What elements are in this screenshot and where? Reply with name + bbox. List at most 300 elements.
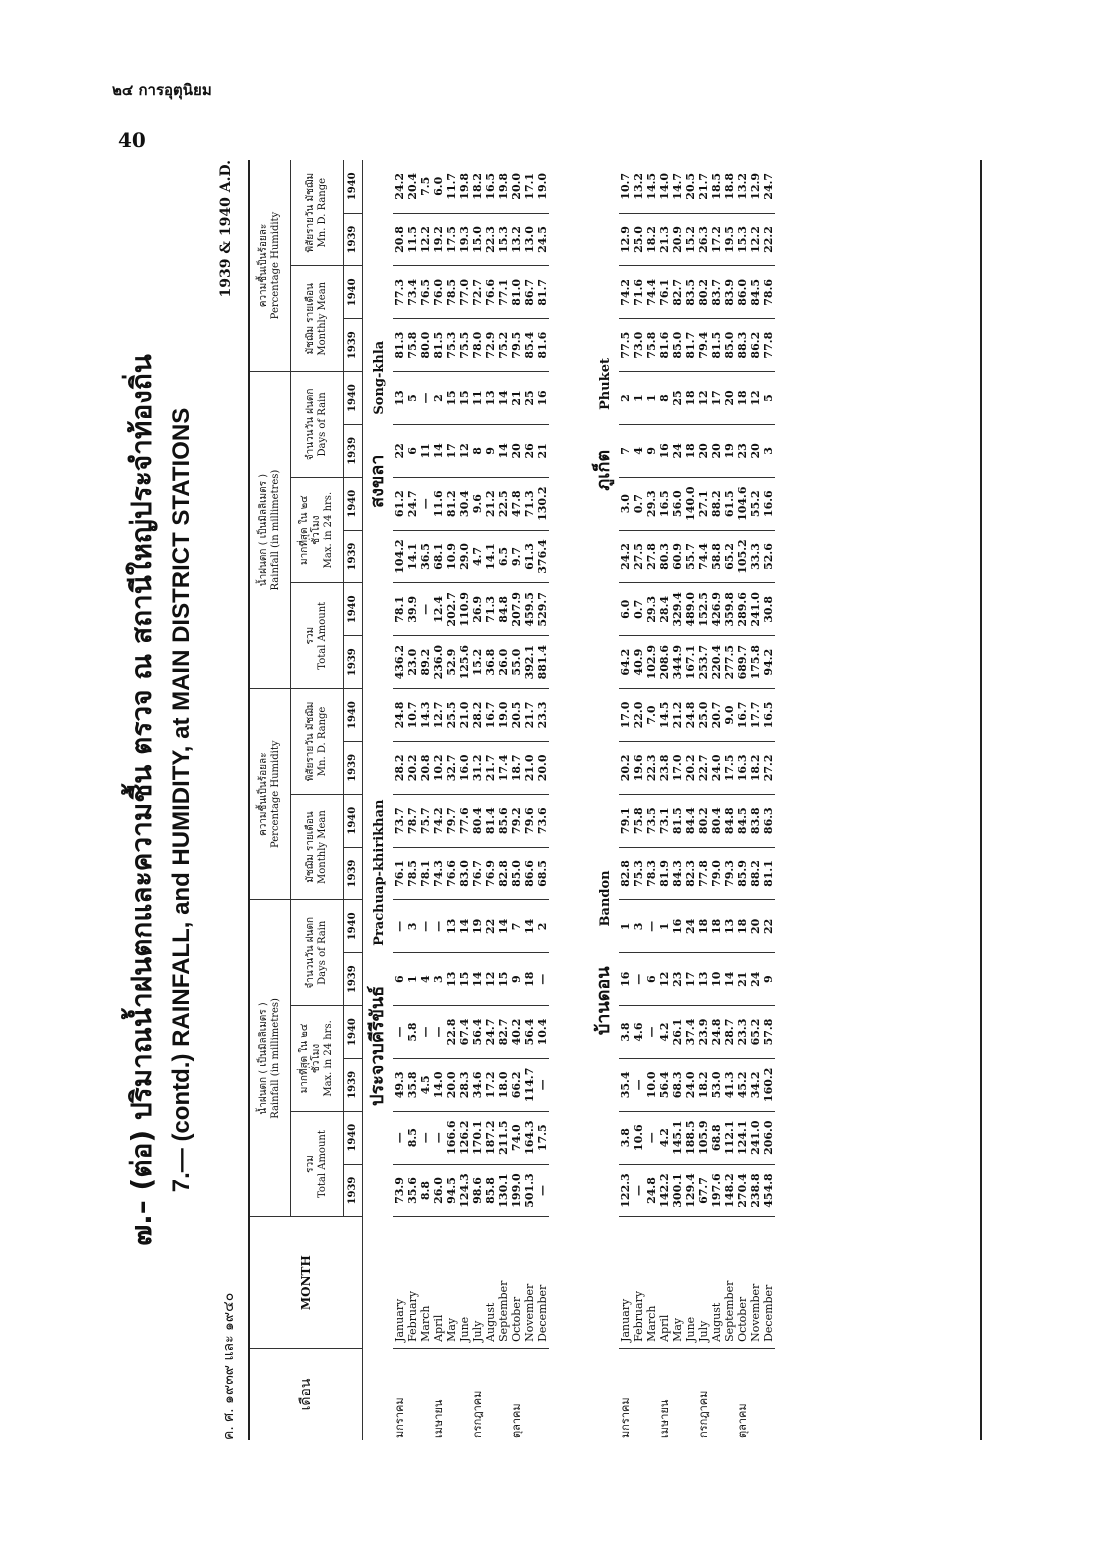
table-cell: 25.0 bbox=[632, 213, 645, 266]
season-label bbox=[497, 1348, 510, 1440]
season-label bbox=[406, 1348, 419, 1440]
table-cell: 81.4 bbox=[484, 794, 497, 847]
table-cell: 82.3 bbox=[684, 847, 697, 900]
table-cell: 72.7 bbox=[471, 266, 484, 319]
month-label: November bbox=[749, 1217, 762, 1349]
table-cell: 20.0 bbox=[536, 741, 549, 794]
season-label bbox=[458, 1348, 471, 1440]
table-cell: 24.2 bbox=[619, 530, 632, 583]
table-cell: 13 bbox=[445, 900, 458, 953]
table-cell: 1 bbox=[406, 953, 419, 1006]
table-cell: 5 bbox=[762, 372, 775, 425]
table-cell: 23.0 bbox=[406, 636, 419, 689]
year-header: 1940 bbox=[344, 794, 363, 847]
table-cell: 501.3 bbox=[523, 1164, 536, 1217]
table-cell: 72.9 bbox=[484, 319, 497, 372]
total-amount-header-th: รวม bbox=[305, 626, 316, 645]
year-header: 1939 bbox=[344, 741, 363, 794]
table-cell: 17 bbox=[684, 953, 697, 1006]
table-cell: 82.7 bbox=[671, 266, 684, 319]
table-cell: 15.0 bbox=[471, 213, 484, 266]
table-cell: 22.0 bbox=[632, 689, 645, 742]
table-cell: 22 bbox=[393, 424, 406, 477]
table-cell: 74.4 bbox=[645, 266, 658, 319]
table-cell: 81.5 bbox=[432, 319, 445, 372]
table-cell: 55.2 bbox=[749, 477, 762, 530]
table-cell: 23.9 bbox=[697, 1006, 710, 1059]
table-cell: 80.2 bbox=[697, 794, 710, 847]
table-cell: 9 bbox=[762, 953, 775, 1006]
table-cell: 13 bbox=[445, 953, 458, 1006]
max-24h-header-en: Max. in 24 hrs. bbox=[323, 1020, 334, 1097]
table-cell: 24.5 bbox=[536, 213, 549, 266]
rainfall-header-1 bbox=[250, 900, 291, 1217]
table-cell: 84.5 bbox=[749, 266, 762, 319]
table-cell: 148.2 bbox=[723, 1164, 736, 1217]
table-cell: 81.1 bbox=[762, 847, 775, 900]
table-cell: 73.0 bbox=[632, 319, 645, 372]
table-cell: 202.7 bbox=[445, 583, 458, 636]
season-label bbox=[762, 1348, 775, 1440]
table-cell: 7 bbox=[510, 900, 523, 953]
monthly-mean-header-en: Monthly Mean bbox=[317, 281, 328, 356]
table-cell: — bbox=[645, 1006, 658, 1059]
table-cell: 56.4 bbox=[523, 1006, 536, 1059]
table-cell: 16.5 bbox=[484, 160, 497, 213]
table-cell: 9 bbox=[484, 424, 497, 477]
table-cell: 55.7 bbox=[684, 530, 697, 583]
month-label: May bbox=[445, 1217, 458, 1349]
table-cell: 24 bbox=[749, 953, 762, 1006]
table-cell: 13.2 bbox=[736, 160, 749, 213]
table-cell: 14.5 bbox=[645, 160, 658, 213]
table-cell: 14 bbox=[497, 372, 510, 425]
month-label: August bbox=[484, 1217, 497, 1349]
table-cell: 24.8 bbox=[710, 1006, 723, 1059]
table-cell: 80.4 bbox=[710, 794, 723, 847]
table-cell: 19.0 bbox=[497, 689, 510, 742]
table-cell: 29.0 bbox=[458, 530, 471, 583]
table-cell: 79.0 bbox=[710, 847, 723, 900]
season-label bbox=[632, 1348, 645, 1440]
table-cell: — bbox=[632, 1164, 645, 1217]
table-cell: 80.2 bbox=[697, 266, 710, 319]
monthly-mean-header-th: มัชฌิม รายเดือน bbox=[305, 283, 316, 355]
table-cell: 17.5 bbox=[445, 213, 458, 266]
table-cell: 17.5 bbox=[536, 1111, 549, 1164]
station-name-thai: ภูเก็ต bbox=[592, 449, 614, 491]
year-header: 1940 bbox=[344, 266, 363, 319]
table-cell: 81.2 bbox=[445, 477, 458, 530]
table-cell: 129.4 bbox=[684, 1164, 697, 1217]
table-cell: 86.7 bbox=[523, 266, 536, 319]
table-cell: 19.8 bbox=[497, 160, 510, 213]
year-header: 1939 bbox=[344, 530, 363, 583]
table-cell: 14.0 bbox=[658, 160, 671, 213]
table-cell: 20.2 bbox=[406, 741, 419, 794]
table-cell: 57.8 bbox=[762, 1006, 775, 1059]
table-cell: 52.9 bbox=[445, 636, 458, 689]
table-cell: 2 bbox=[536, 900, 549, 953]
table-cell: 199.0 bbox=[510, 1164, 523, 1217]
year-header: 1939 bbox=[344, 424, 363, 477]
table-cell: 2 bbox=[619, 372, 632, 425]
table-cell: 3.0 bbox=[619, 477, 632, 530]
season-label bbox=[645, 1348, 658, 1440]
table-cell: 145.1 bbox=[671, 1111, 684, 1164]
table-cell: 81.7 bbox=[536, 266, 549, 319]
table-cell: 78.0 bbox=[471, 319, 484, 372]
table-cell: 13.2 bbox=[510, 213, 523, 266]
table-cell: 160.2 bbox=[762, 1058, 775, 1111]
table-cell: 40.9 bbox=[632, 636, 645, 689]
table-cell: 85.0 bbox=[671, 319, 684, 372]
table-cell: 23 bbox=[671, 953, 684, 1006]
table-cell: 197.6 bbox=[710, 1164, 723, 1217]
table-cell: 75.2 bbox=[497, 319, 510, 372]
table-cell: 241.0 bbox=[749, 1111, 762, 1164]
table-cell: 2 bbox=[432, 372, 445, 425]
table-cell: 167.1 bbox=[684, 636, 697, 689]
table-cell: 18.0 bbox=[497, 1058, 510, 1111]
monthly-mean-header-b bbox=[291, 266, 344, 372]
humidity-header-en-2: Percentage Humidity bbox=[270, 211, 281, 320]
total-amount-header-en: Total Amount bbox=[317, 601, 328, 670]
table-cell: 140.0 bbox=[684, 477, 697, 530]
table-cell: 22.3 bbox=[645, 741, 658, 794]
table-cell: 344.9 bbox=[671, 636, 684, 689]
table-cell: 20.8 bbox=[419, 741, 432, 794]
year-header: 1939 bbox=[344, 213, 363, 266]
table-cell: 86.6 bbox=[523, 847, 536, 900]
year-header: 1940 bbox=[344, 583, 363, 636]
table-cell: 75.3 bbox=[445, 319, 458, 372]
table-cell: 20.5 bbox=[684, 160, 697, 213]
table-cell: 18.2 bbox=[697, 1058, 710, 1111]
table-cell: 18.5 bbox=[710, 160, 723, 213]
table-cell: 88.2 bbox=[749, 847, 762, 900]
table-cell: 10.4 bbox=[536, 1006, 549, 1059]
table-cell: 77.6 bbox=[458, 794, 471, 847]
table-cell: 64.2 bbox=[619, 636, 632, 689]
station-title bbox=[363, 160, 394, 689]
monthly-mean-header-en: Monthly Mean bbox=[317, 810, 328, 884]
table-row bbox=[445, 160, 458, 1440]
table-cell: 98.6 bbox=[471, 1164, 484, 1217]
table-cell: 9.0 bbox=[723, 689, 736, 742]
month-label: June bbox=[684, 1217, 697, 1349]
table-cell: 76.9 bbox=[484, 847, 497, 900]
humidity-header-th: ความชื้นเป็นร้อยละ bbox=[258, 752, 269, 836]
table-cell: 94.2 bbox=[762, 636, 775, 689]
table-cell: 125.6 bbox=[458, 636, 471, 689]
table-cell: 75.8 bbox=[632, 794, 645, 847]
table-cell: 105.2 bbox=[736, 530, 749, 583]
table-cell: 270.4 bbox=[736, 1164, 749, 1217]
max-24h-header-th: มากที่สุด ใน ๒๔ ชั่วโมง bbox=[299, 495, 322, 565]
table-cell: 17.1 bbox=[523, 160, 536, 213]
table-cell: 20.2 bbox=[684, 741, 697, 794]
table-cell: 79.5 bbox=[510, 319, 523, 372]
table-cell: 188.5 bbox=[684, 1111, 697, 1164]
table-cell: 86.2 bbox=[749, 319, 762, 372]
month-label: December bbox=[762, 1217, 775, 1349]
table-cell: 19 bbox=[471, 900, 484, 953]
table-cell: 76.1 bbox=[393, 847, 406, 900]
title-english: 7.— (contd.) RAINFALL, and HUMIDITY, at MAIN DISTRICT STATIONS bbox=[168, 407, 195, 1193]
table-cell: 24.8 bbox=[645, 1164, 658, 1217]
table-cell: 4 bbox=[632, 424, 645, 477]
table-cell: 85.8 bbox=[484, 1164, 497, 1217]
station-name-english: Song-khla bbox=[371, 340, 387, 415]
table-row bbox=[510, 160, 523, 1440]
table-cell: — bbox=[536, 953, 549, 1006]
table-cell: 376.4 bbox=[536, 530, 549, 583]
table-cell: 83.9 bbox=[723, 266, 736, 319]
table-cell: 14 bbox=[471, 953, 484, 1006]
days-of-rain-header-a bbox=[291, 900, 344, 1006]
table-cell: 24.2 bbox=[393, 160, 406, 213]
rainfall-humidity-table bbox=[250, 160, 775, 1440]
table-cell: 489.0 bbox=[684, 583, 697, 636]
table-cell: 26.3 bbox=[697, 213, 710, 266]
table-cell: 74.3 bbox=[432, 847, 445, 900]
table-cell: 60.9 bbox=[671, 530, 684, 583]
table-row bbox=[432, 160, 445, 1440]
table-cell: 3.8 bbox=[619, 1111, 632, 1164]
table-cell: 0.7 bbox=[632, 477, 645, 530]
table-cell: 20.0 bbox=[445, 1058, 458, 1111]
table-cell: 12.2 bbox=[419, 213, 432, 266]
table-cell: 12 bbox=[484, 953, 497, 1006]
rainfall-header-th: น้ำฝนตก ( เป็นมิลลิเมตร ) bbox=[258, 1002, 269, 1115]
table-cell: 17.4 bbox=[497, 741, 510, 794]
table-cell: 24.7 bbox=[484, 1006, 497, 1059]
table-cell: 79.4 bbox=[697, 319, 710, 372]
humidity-header-1 bbox=[250, 689, 291, 900]
table-cell: 20 bbox=[697, 424, 710, 477]
table-cell: 14 bbox=[523, 900, 536, 953]
table-row bbox=[697, 160, 710, 1440]
days-of-rain-header-en: Days of Rain bbox=[317, 392, 328, 457]
table-cell: — bbox=[536, 1058, 549, 1111]
month-label: April bbox=[432, 1217, 445, 1349]
table-cell: 21.7 bbox=[484, 741, 497, 794]
table-cell: 7 bbox=[619, 424, 632, 477]
table-row bbox=[710, 160, 723, 1440]
table-cell: 187.2 bbox=[484, 1111, 497, 1164]
table-cell: — bbox=[393, 900, 406, 953]
month-label: February bbox=[406, 1217, 419, 1349]
table-cell: 6 bbox=[406, 424, 419, 477]
table-cell: 12 bbox=[697, 372, 710, 425]
table-cell: 19 bbox=[723, 424, 736, 477]
table-cell: 61.2 bbox=[393, 477, 406, 530]
table-cell: 19.0 bbox=[536, 160, 549, 213]
table-cell: 28.2 bbox=[471, 689, 484, 742]
season-label bbox=[419, 1348, 432, 1440]
table-cell: — bbox=[419, 1111, 432, 1164]
month-label: August bbox=[710, 1217, 723, 1349]
season-label: ตุลาคม bbox=[510, 1403, 523, 1438]
table-cell: 4.7 bbox=[471, 530, 484, 583]
table-cell: 102.9 bbox=[645, 636, 658, 689]
total-amount-header-en: Total Amount bbox=[317, 1130, 328, 1199]
table-cell: 79.7 bbox=[445, 794, 458, 847]
month-header: MONTH bbox=[250, 1217, 363, 1349]
table-cell: 14.1 bbox=[484, 530, 497, 583]
table-row bbox=[749, 160, 762, 1440]
table-cell: 27.1 bbox=[697, 477, 710, 530]
table-cell: 18.2 bbox=[749, 741, 762, 794]
month-label: December bbox=[536, 1217, 549, 1349]
daily-range-header-a bbox=[291, 689, 344, 795]
table-cell: 5.8 bbox=[406, 1006, 419, 1059]
days-of-rain-header-b bbox=[291, 372, 344, 478]
table-cell: 67.7 bbox=[697, 1164, 710, 1217]
table-cell: 18 bbox=[697, 900, 710, 953]
table-cell: 11.7 bbox=[445, 160, 458, 213]
table-cell: 20.2 bbox=[619, 741, 632, 794]
table-cell: 21.0 bbox=[523, 741, 536, 794]
table-cell: 21.7 bbox=[697, 160, 710, 213]
table-cell: 19.2 bbox=[432, 213, 445, 266]
table-cell: 24 bbox=[671, 424, 684, 477]
table-cell: 73.7 bbox=[393, 794, 406, 847]
table-cell: 77.1 bbox=[497, 266, 510, 319]
month-label: March bbox=[419, 1217, 432, 1349]
table-cell: 73.9 bbox=[393, 1164, 406, 1217]
table-cell: 76.7 bbox=[471, 847, 484, 900]
table-cell: 77.5 bbox=[619, 319, 632, 372]
total-amount-header-b bbox=[291, 583, 344, 689]
month-label: July bbox=[471, 1217, 484, 1349]
table-cell: 11.5 bbox=[406, 213, 419, 266]
table-cell: 24 bbox=[684, 900, 697, 953]
table-cell: 29.3 bbox=[645, 583, 658, 636]
table-cell: 289.6 bbox=[736, 583, 749, 636]
table-cell: 24.0 bbox=[710, 741, 723, 794]
table-row bbox=[419, 160, 432, 1440]
table-cell: 10.7 bbox=[406, 689, 419, 742]
table-cell: 3 bbox=[406, 900, 419, 953]
table-cell: 81.9 bbox=[658, 847, 671, 900]
table-cell: — bbox=[419, 477, 432, 530]
table-cell: 28.4 bbox=[658, 583, 671, 636]
table-cell: 25.5 bbox=[445, 689, 458, 742]
table-cell: 75.7 bbox=[419, 794, 432, 847]
table-row bbox=[497, 160, 510, 1440]
year-header: 1939 bbox=[344, 319, 363, 372]
station-name-english: Prachuap-khirikhan bbox=[371, 799, 387, 946]
max-24h-header-a bbox=[291, 1006, 344, 1112]
humidity-header-en: Percentage Humidity bbox=[270, 740, 281, 849]
table-cell: 14.5 bbox=[658, 689, 671, 742]
table-cell: 18 bbox=[736, 900, 749, 953]
month-label: November bbox=[523, 1217, 536, 1349]
table-cell: 15 bbox=[458, 372, 471, 425]
table-cell: 68.3 bbox=[671, 1058, 684, 1111]
table-cell: 114.7 bbox=[523, 1058, 536, 1111]
table-cell: — bbox=[393, 1006, 406, 1059]
table-cell: 17 bbox=[445, 424, 458, 477]
table-cell: 15.3 bbox=[736, 213, 749, 266]
year-header: 1940 bbox=[344, 372, 363, 425]
month-label: February bbox=[632, 1217, 645, 1349]
table-cell: 21 bbox=[536, 424, 549, 477]
table-cell: 16.5 bbox=[762, 689, 775, 742]
table-cell: 529.7 bbox=[536, 583, 549, 636]
table-cell: 12 bbox=[658, 953, 671, 1006]
year-header: 1940 bbox=[344, 900, 363, 953]
table-cell: 85.0 bbox=[510, 847, 523, 900]
table-cell: 80.3 bbox=[658, 530, 671, 583]
table-cell: 39.9 bbox=[406, 583, 419, 636]
table-cell: 28.7 bbox=[723, 1006, 736, 1059]
table-cell: 4 bbox=[419, 953, 432, 1006]
year-header: 1940 bbox=[344, 1006, 363, 1059]
table-cell: 30.8 bbox=[762, 583, 775, 636]
table-cell: 28.2 bbox=[393, 741, 406, 794]
table-cell: 18 bbox=[684, 424, 697, 477]
table-cell: 13.2 bbox=[632, 160, 645, 213]
season-label: มกราคม bbox=[393, 1397, 406, 1438]
month-label: May bbox=[671, 1217, 684, 1349]
table-cell: 14 bbox=[497, 900, 510, 953]
table-row bbox=[762, 160, 775, 1440]
table-cell: 14.1 bbox=[406, 530, 419, 583]
table-cell: 164.3 bbox=[523, 1111, 536, 1164]
table-cell: 80.0 bbox=[419, 319, 432, 372]
month-label: March bbox=[645, 1217, 658, 1349]
table-cell: 20.0 bbox=[510, 160, 523, 213]
table-cell: 17.2 bbox=[710, 213, 723, 266]
table-cell: 3.8 bbox=[619, 1006, 632, 1059]
table-cell: 20 bbox=[749, 424, 762, 477]
table-cell: 1 bbox=[658, 900, 671, 953]
table-cell: 21 bbox=[510, 372, 523, 425]
table-cell: 84.8 bbox=[723, 794, 736, 847]
table-cell: 21.2 bbox=[484, 477, 497, 530]
season-header: เดือน bbox=[250, 1348, 363, 1440]
block-spacer bbox=[549, 160, 589, 1440]
table-cell: 3 bbox=[432, 953, 445, 1006]
table-cell: 13 bbox=[723, 900, 736, 953]
table-cell: 6.0 bbox=[432, 160, 445, 213]
daily-range-header-en: Mn. D. Range bbox=[317, 706, 328, 777]
table-cell: 105.9 bbox=[697, 1111, 710, 1164]
table-cell: 436.2 bbox=[393, 636, 406, 689]
table-cell: 329.4 bbox=[671, 583, 684, 636]
table-cell: 81.5 bbox=[671, 794, 684, 847]
table-cell: 18.7 bbox=[510, 741, 523, 794]
table-cell: 26.0 bbox=[497, 636, 510, 689]
table-cell: 22 bbox=[484, 900, 497, 953]
table-cell: 426.9 bbox=[710, 583, 723, 636]
table-cell: 8 bbox=[658, 372, 671, 425]
table-row bbox=[736, 160, 749, 1440]
table-cell: 13.0 bbox=[523, 213, 536, 266]
table-cell: 24.7 bbox=[762, 160, 775, 213]
table-cell: 5 bbox=[406, 372, 419, 425]
station-title-row bbox=[363, 160, 394, 1440]
table-cell: 12.9 bbox=[619, 213, 632, 266]
table-cell: 53.0 bbox=[710, 1058, 723, 1111]
table-cell: 124.1 bbox=[736, 1111, 749, 1164]
table-cell: 40.2 bbox=[510, 1006, 523, 1059]
season-label bbox=[484, 1348, 497, 1440]
table-cell: 22.3 bbox=[484, 213, 497, 266]
